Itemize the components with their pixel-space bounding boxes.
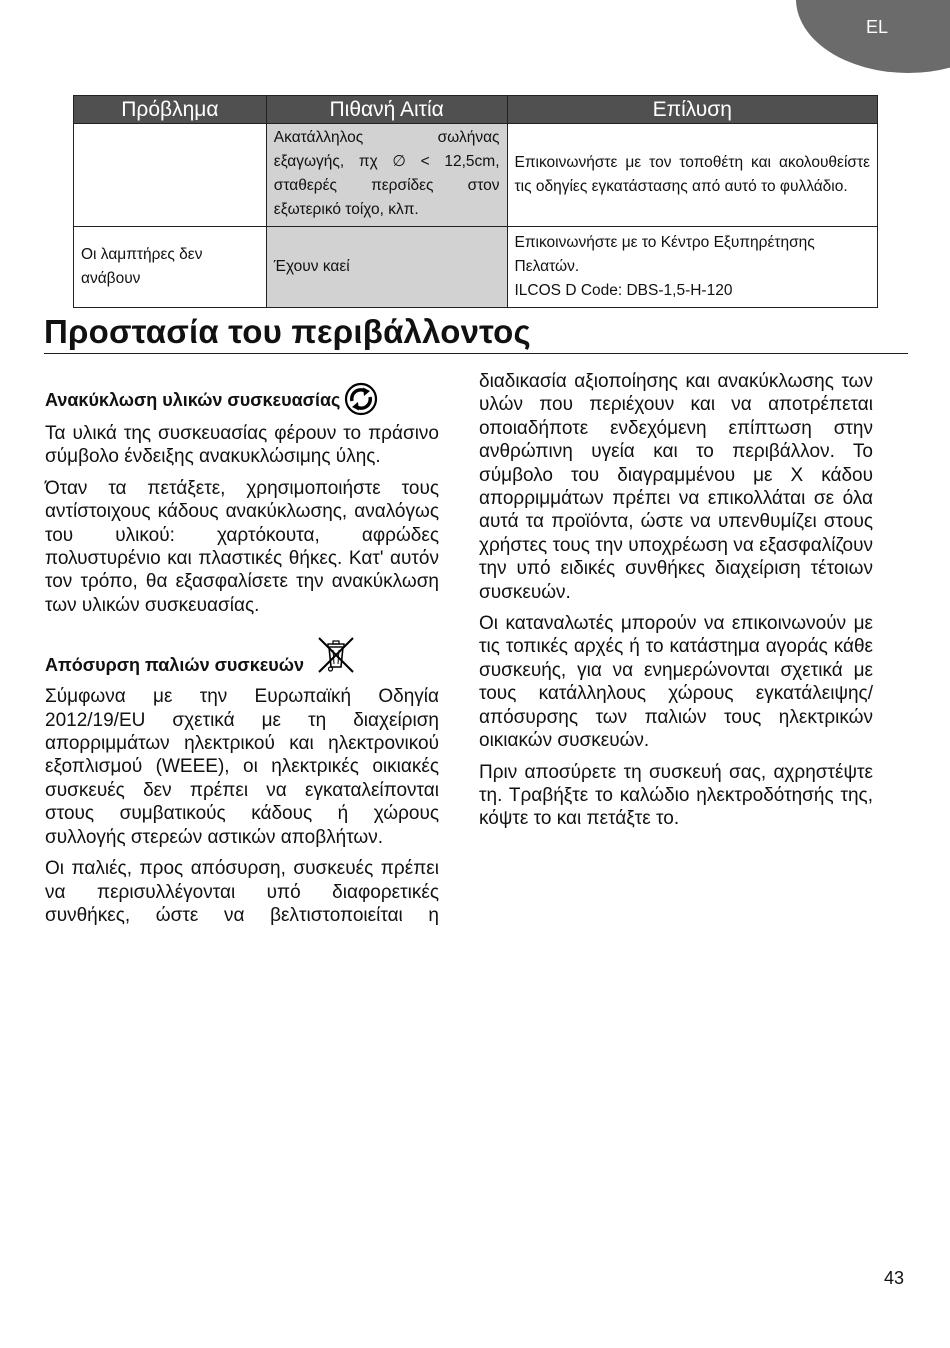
- problem-cell: [74, 124, 267, 227]
- section-divider: [44, 353, 908, 354]
- page-number: 43: [884, 1268, 905, 1288]
- left-column: [45, 378, 439, 935]
- disposal-paragraph-1: Σύμφωνα με την Ευρωπαϊκή Οδηγία 2012/19/EU σχετικά με τη διαχείριση απορριμμάτων ηλεκτρικού και ηλεκτρονικού εξοπλισμού (WEEE), οι ηλεκτρικές οικιακές συσκευές δεν πρέπει να εγκαταλείπονται στους συμβατικούς κάδους ή χώρους συλλογής στερεών αστικών αποβλήτων.: [45, 686, 439, 848]
- disposal-paragraph-2-continued: διαδικασία αξιοποίησης και ανακύκλωσης των υλών που περιέχουν και να αποτρέπεται οποιαδήποτε ενδεχόμενη επίπτωση στην ανθρώπινη υγεία και το περιβάλλον. Το σύμβολο του διαγραμμένου με Χ κάδου απορριμμάτων πρέπει να επικολλάται σε όλα αυτά τα προϊόντα, ώστε να υπενθυμίζει στους χρήστες τους την υποχρέωση να εξασφαλίζουν την υπό ειδικές συνθήκες διαχείριση τέτοιων συσκευών.: [479, 371, 873, 603]
- packaging-heading-text: Ανακύκλωση υλικών συσκευασίας: [45, 389, 341, 410]
- header-problem: Πρόβλημα: [74, 96, 267, 124]
- packaging-heading: [45, 378, 439, 412]
- cause-cell: Έχουν καεί: [266, 227, 507, 308]
- section-title: Προστασία του περιβάλλοντος: [44, 313, 531, 350]
- disposal-heading-text: Απόσυρση παλιών συσκευών: [45, 654, 304, 675]
- ilcos-code: ILCOS D Code: DBS-1,5-H-120: [514, 282, 733, 299]
- disposal-paragraph-2: Οι παλιές, προς απόσυρση, συσκευές πρέπει να περισυλλέγονται υπό διαφορετικές συνθήκες, ώστε να βελτιστοποιείται η: [45, 858, 439, 926]
- header-solution: Επίλυση: [507, 96, 878, 124]
- right-column: [479, 370, 873, 839]
- troubleshooting-table: [73, 95, 878, 308]
- recycle-icon: [344, 382, 378, 416]
- table-row: [74, 227, 878, 308]
- disposal-paragraph-3: Οι καταναλωτές μπορούν να επικοινωνούν με τις τοπικές αρχές ή το κατάστημα αγοράς κάθε συσκευής, για να ενημερώνονται σχετικά με τους κατάλληλους χώρους εγκατάλειψης/απόσυρσης των παλιών τους ηλεκτρικών οικιακών συσκευών.: [479, 613, 873, 752]
- packaging-paragraph-2: Όταν τα πετάξετε, χρησιμοποιήστε τους αντίστοιχους κάδους ανακύκλωσης, αναλόγως του υλικού: χαρτόκουτα, αφρώδες πολυστυρένιο και πλαστικές θήκες. Κατ' αυτόν τον τρόπο, θα εξασφαλίσετε την ανακύκλωση των υλικών συσκευασίας.: [45, 477, 439, 616]
- disposal-heading: [45, 637, 439, 677]
- solution-cell: [507, 227, 878, 308]
- disposal-paragraph-4: Πριν αποσύρετε τη συσκευή σας, αχρηστέψτε τη. Τραβήξτε το καλώδιο ηλεκτροδότησής της, κόψτε το και πετάξτε το.: [479, 761, 873, 830]
- solution-text: Επικοινωνήστε με το Κέντρο Εξυπηρέτησης Πελατών.: [514, 234, 815, 275]
- cause-cell: Ακατάλληλος σωλήνας εξαγωγής, πχ ∅ < 12,5cm, σταθερές περσίδες στον εξωτερικό τοίχο, κλπ.: [266, 124, 507, 227]
- language-label: EL: [866, 17, 889, 37]
- crossed-bin-icon: [316, 635, 356, 675]
- solution-cell: Επικοινωνήστε με τον τοποθέτη και ακολουθείστε τις οδηγίες εγκατάστασης από αυτό το φυλλάδιο.: [507, 124, 878, 227]
- table-row: [74, 124, 878, 227]
- header-cause: Πιθανή Αιτία: [266, 96, 507, 124]
- packaging-paragraph-1: Τα υλικά της συσκευασίας φέρουν το πράσινο σύμβολο ένδειξης ανακυκλώσιμης ύλης.: [45, 423, 439, 468]
- problem-cell: Οι λαμπτήρες δεν ανάβουν: [74, 227, 267, 308]
- language-tab: [796, 0, 950, 73]
- table-header-row: [74, 96, 878, 124]
